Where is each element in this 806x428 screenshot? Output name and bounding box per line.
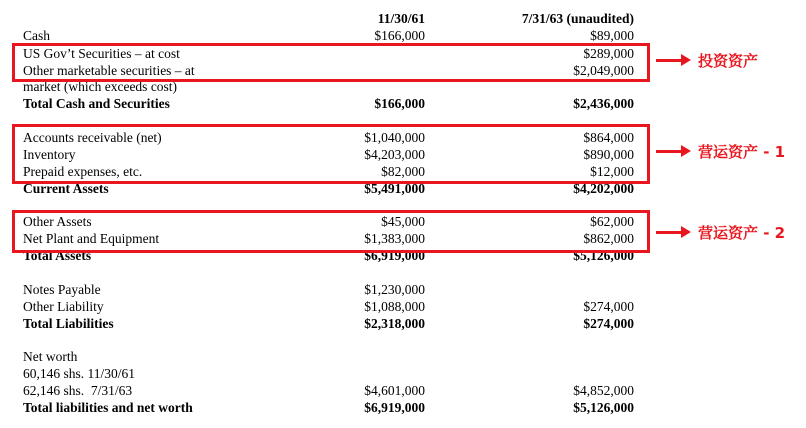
row-value-2: $289,000 — [583, 46, 634, 61]
column-header-2: 7/31/63 (unaudited) — [521, 11, 634, 26]
arrow-right-icon — [656, 231, 682, 234]
row-label-other-assets: Other Assets — [23, 214, 92, 229]
row-value-1: $166,000 — [374, 28, 425, 43]
row-value-1: $45,000 — [381, 214, 425, 229]
row-label-prepaid-expenses: Prepaid expenses, etc. — [23, 164, 143, 179]
row-label-other-marketable-securities: Other marketable securities – at — [23, 63, 195, 78]
row-value-2: $2,436,000 — [573, 96, 634, 111]
row-label-other-liability: Other Liability — [23, 299, 104, 314]
row-label-accounts-receivable: Accounts receivable (net) — [23, 130, 162, 145]
row-label-total-assets: Total Assets — [23, 248, 92, 263]
row-label-total-liabilities: Total Liabilities — [23, 316, 114, 331]
row-value-2: $89,000 — [590, 28, 634, 43]
row-value-2: $862,000 — [583, 231, 634, 246]
row-value-1: $82,000 — [381, 164, 425, 179]
row-label-net-plant-equipment: Net Plant and Equipment — [23, 231, 160, 246]
row-label-total-cash-securities: Total Cash and Securities — [23, 96, 170, 111]
row-value-2: $5,126,000 — [573, 400, 634, 415]
row-value-1: $166,000 — [374, 96, 425, 111]
operating-assets-2-annotation: 营运资产 - 2 — [698, 224, 786, 242]
row-value-2: $2,049,000 — [573, 63, 634, 78]
row-label-total-liabilities-net-worth: Total liabilities and net worth — [23, 400, 193, 415]
row-value-1: $2,318,000 — [364, 316, 425, 331]
row-label-current-assets: Current Assets — [23, 181, 109, 196]
arrow-right-icon — [656, 59, 682, 62]
operating-assets-2-highlight-box — [12, 210, 650, 253]
row-value-1: $6,919,000 — [364, 248, 425, 263]
row-value-2: $5,126,000 — [573, 248, 634, 263]
row-label-net-worth: Net worth — [23, 349, 78, 364]
row-value-2: $274,000 — [583, 299, 634, 314]
row-label-cash: Cash — [23, 28, 50, 43]
row-value-1: $1,383,000 — [364, 231, 425, 246]
row-label-shares-1961: 60,146 shs. 11/30/61 — [23, 366, 136, 381]
row-value-1: $1,040,000 — [364, 130, 425, 145]
investment-assets-highlight-box — [12, 43, 650, 82]
row-value-1: $4,203,000 — [364, 147, 425, 162]
row-label-inventory: Inventory — [23, 147, 76, 162]
row-label-market-note: market (which exceeds cost) — [23, 79, 178, 94]
row-value-1: $6,919,000 — [364, 400, 425, 415]
row-value-1: $1,230,000 — [364, 282, 425, 297]
row-label-notes-payable: Notes Payable — [23, 282, 101, 297]
row-value-2: $12,000 — [590, 164, 634, 179]
arrow-right-icon — [656, 150, 682, 153]
investment-assets-annotation: 投资资产 — [698, 52, 759, 70]
row-label-us-govt-securities: US Gov’t Securities – at cost — [23, 46, 180, 61]
operating-assets-1-highlight-box — [12, 124, 650, 184]
row-value-2: $890,000 — [583, 147, 634, 162]
column-header-1: 11/30/61 — [377, 11, 425, 26]
row-value-2: $864,000 — [583, 130, 634, 145]
row-value-2: $274,000 — [583, 316, 634, 331]
row-value-1: $4,601,000 — [364, 383, 425, 398]
row-value-1: $5,491,000 — [364, 181, 425, 196]
row-value-1: $1,088,000 — [364, 299, 425, 314]
operating-assets-1-annotation: 营运资产 - 1 — [698, 143, 786, 161]
row-value-2: $4,852,000 — [573, 383, 634, 398]
row-value-2: $62,000 — [590, 214, 634, 229]
row-value-2: $4,202,000 — [573, 181, 634, 196]
row-label-shares-1963: 62,146 shs. 7/31/63 — [23, 383, 133, 398]
